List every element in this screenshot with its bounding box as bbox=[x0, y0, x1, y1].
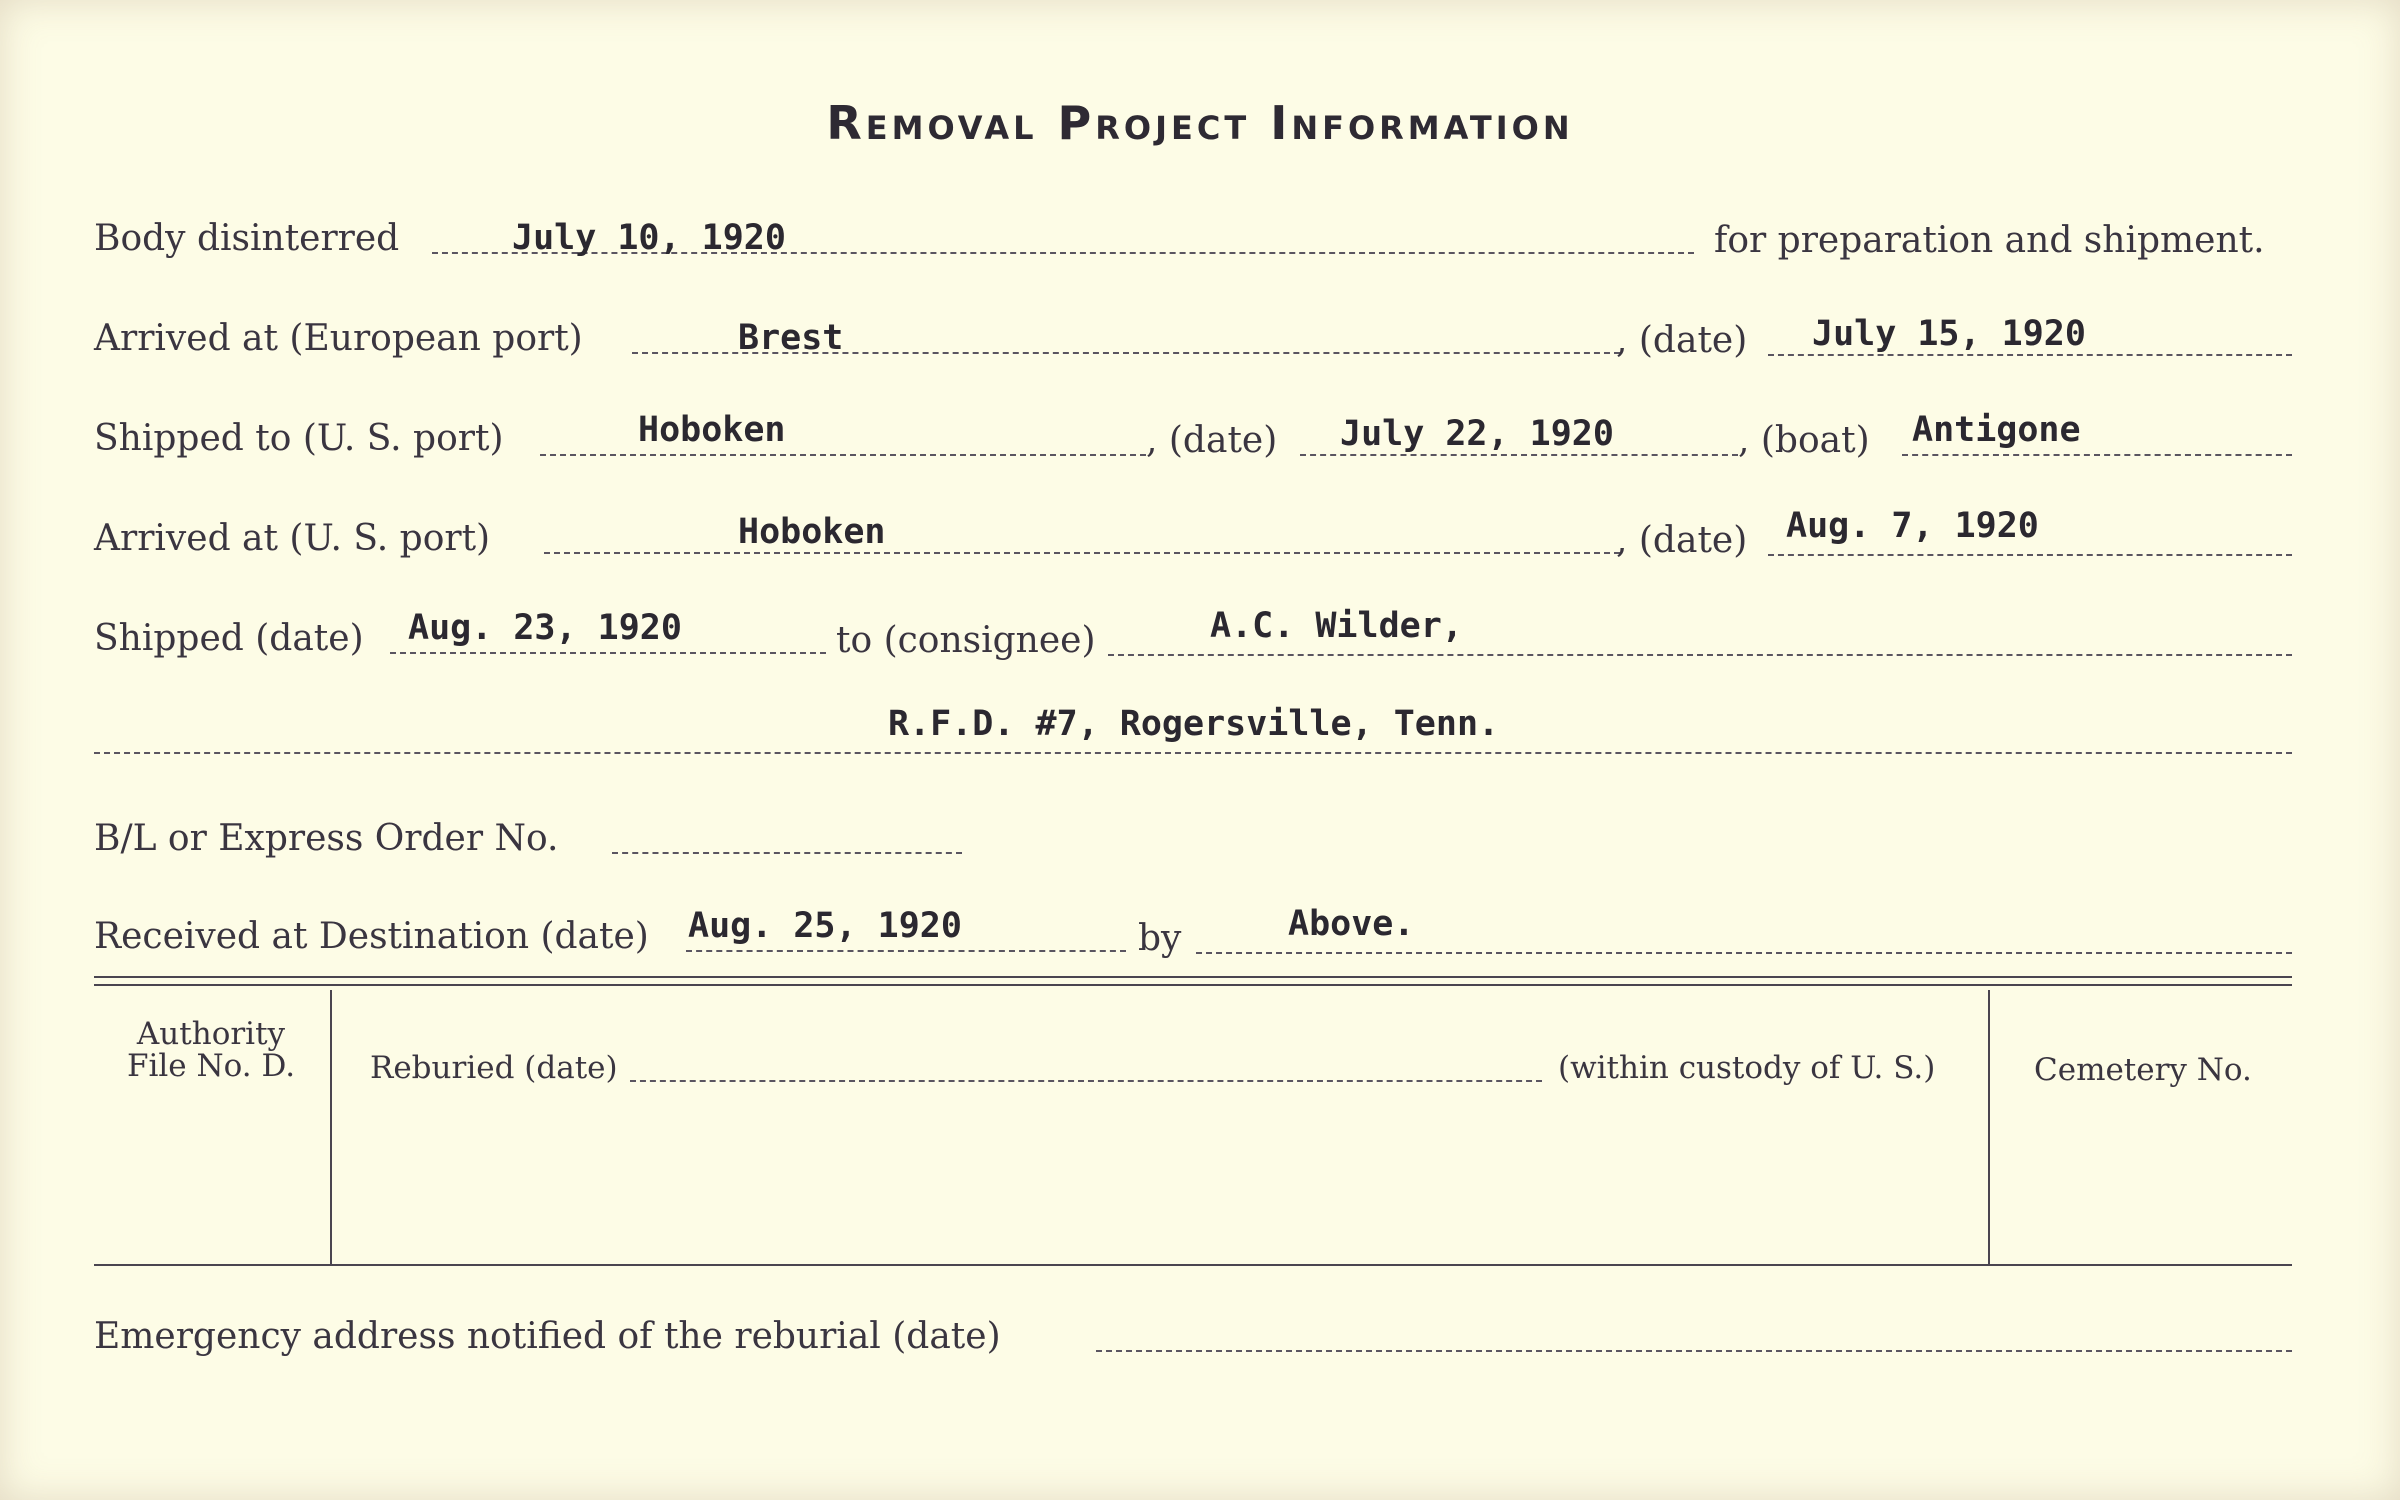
boat-label: , (boat) bbox=[1738, 420, 1870, 461]
consignee-line bbox=[1108, 654, 2292, 656]
received-by-value: Above. bbox=[1288, 904, 1415, 944]
bl-order-line bbox=[612, 852, 962, 854]
table-top-rule-1 bbox=[94, 976, 2292, 978]
arrived-us-date-line bbox=[1768, 554, 2292, 556]
arrived-us-port-line bbox=[544, 552, 1620, 554]
received-date-value: Aug. 25, 1920 bbox=[688, 906, 962, 946]
received-by-line bbox=[1196, 952, 2292, 954]
emergency-line bbox=[1096, 1350, 2292, 1352]
european-date-value: July 15, 1920 bbox=[1812, 314, 2086, 354]
received-label: Received at Destination (date) bbox=[94, 916, 649, 957]
shipped-date-value: Aug. 23, 1920 bbox=[408, 608, 682, 648]
authority-label: Authority bbox=[136, 1016, 286, 1052]
emergency-label: Emergency address notified of the reburial (date) bbox=[94, 1316, 1001, 1357]
european-date-line bbox=[1768, 354, 2292, 356]
shipped-date-label: Shipped (date) bbox=[94, 618, 364, 659]
consignee-label: to (consignee) bbox=[836, 620, 1096, 661]
shipped-to-port-value: Hoboken bbox=[638, 410, 786, 450]
european-date-label: , (date) bbox=[1616, 320, 1748, 361]
table-bottom-rule bbox=[94, 1264, 2292, 1266]
european-port-value: Brest bbox=[738, 318, 844, 358]
reburied-label: Reburied (date) bbox=[370, 1050, 618, 1086]
cemetery-no-label: Cemetery No. bbox=[2034, 1052, 2252, 1088]
arrived-european-label: Arrived at (European port) bbox=[94, 318, 583, 359]
consignee-address-value: R.F.D. #7, Rogersville, Tenn. bbox=[888, 704, 1500, 744]
us-port-line bbox=[540, 454, 1146, 456]
file-no-label: File No. D. bbox=[126, 1048, 296, 1084]
boat-value: Antigone bbox=[1912, 410, 2081, 450]
shipped-to-label: Shipped to (U. S. port) bbox=[94, 418, 504, 459]
authority-file-cell bbox=[96, 1018, 326, 1082]
received-date-line bbox=[686, 950, 1126, 952]
body-disinterred-label: Body disinterred bbox=[94, 218, 400, 259]
table-divider-right bbox=[1988, 990, 1990, 1264]
address-line bbox=[94, 752, 2292, 754]
received-by-label: by bbox=[1138, 918, 1182, 959]
consignee-value: A.C. Wilder, bbox=[1210, 606, 1463, 646]
card-title: Removal Project Information bbox=[826, 96, 1574, 150]
reburied-line bbox=[630, 1080, 1542, 1082]
arrived-us-label: Arrived at (U. S. port) bbox=[94, 518, 491, 559]
bl-order-label: B/L or Express Order No. bbox=[94, 818, 559, 859]
table-divider-left bbox=[330, 990, 332, 1264]
arrived-us-date-label: , (date) bbox=[1616, 520, 1748, 561]
boat-line bbox=[1902, 454, 2292, 456]
arrived-us-date-value: Aug. 7, 1920 bbox=[1786, 506, 2039, 546]
table-top-rule-2 bbox=[94, 984, 2292, 986]
shipped-date-line bbox=[390, 652, 826, 654]
body-disinterred-value: July 10, 1920 bbox=[512, 218, 786, 258]
shipped-to-date-value: July 22, 1920 bbox=[1340, 414, 1614, 454]
preparation-shipment-label: for preparation and shipment. bbox=[1714, 220, 2265, 261]
shipped-to-date-label: , (date) bbox=[1146, 420, 1278, 461]
custody-label: (within custody of U. S.) bbox=[1558, 1050, 1936, 1086]
arrived-us-port-value: Hoboken bbox=[738, 512, 886, 552]
shipped-to-date-line bbox=[1300, 454, 1738, 456]
